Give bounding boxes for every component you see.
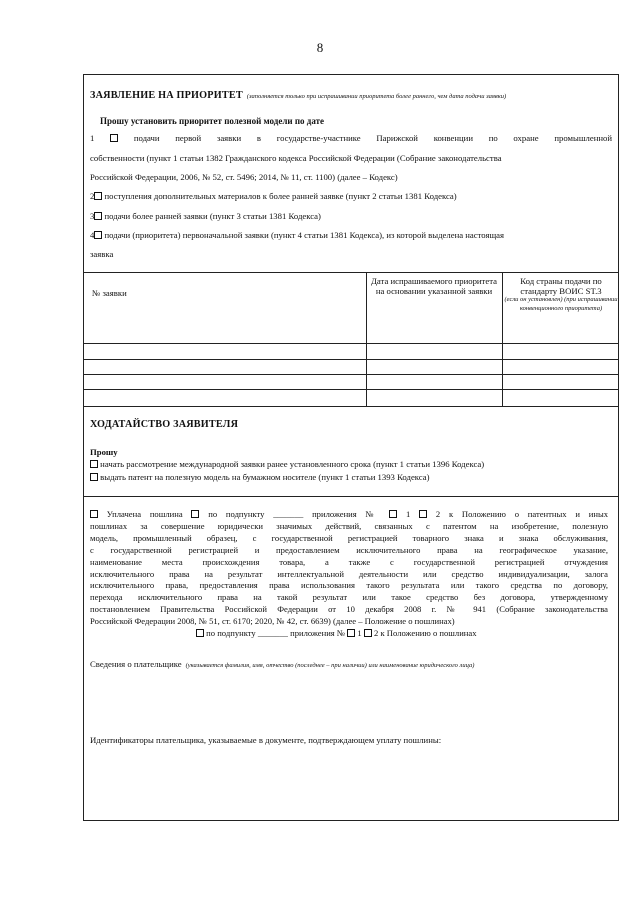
fee-paid-checkbox[interactable] bbox=[90, 510, 98, 518]
fee-annex-2-label: 2 к Положению о патентных и иных bbox=[435, 509, 609, 519]
option-4-number: 4 bbox=[90, 230, 95, 240]
petition-ask: Прошу bbox=[90, 447, 118, 457]
table-cell-date[interactable] bbox=[366, 374, 502, 389]
table-cell-number[interactable] bbox=[84, 343, 366, 359]
table-cell-country[interactable] bbox=[502, 389, 619, 406]
table-cell-country[interactable] bbox=[502, 343, 619, 359]
fee-line-2 bbox=[90, 628, 608, 640]
option-1-number: 1 bbox=[90, 133, 95, 143]
table-cell-date[interactable] bbox=[366, 389, 502, 406]
option-1-line-3: Российской Федерации, 2006, № 52, ст. 5496; 2014, № 11, ст. 1100) (далее – Кодекс) bbox=[90, 172, 398, 182]
priority-header bbox=[90, 85, 614, 103]
petition-item-2-text: выдать патент на полезную модель на бумажном носителе (пункт 1 статьи 1393 Кодекса) bbox=[100, 472, 430, 482]
priority-title: ЗАЯВЛЕНИЕ НА ПРИОРИТЕТ bbox=[90, 90, 243, 101]
payer-identifiers: Идентификаторы плательщика, указываемые в документе, подтверждающем уплату пошлины: bbox=[90, 735, 442, 745]
table-cell-country[interactable] bbox=[502, 359, 619, 374]
fee-annex-2-1-label: 1 bbox=[357, 628, 362, 639]
option-2-checkbox[interactable] bbox=[94, 192, 102, 200]
table-cell-date[interactable] bbox=[366, 359, 502, 374]
fee-annex-2-checkbox[interactable] bbox=[419, 510, 427, 518]
table-cell-country[interactable] bbox=[502, 374, 619, 389]
fee-subitem-checkbox[interactable] bbox=[191, 510, 199, 518]
priority-request: Прошу установить приоритет полезной модели по дате bbox=[100, 116, 324, 126]
fee-subitem-label: по подпункту _______ приложения № bbox=[208, 509, 381, 519]
option-2-number: 2 bbox=[90, 191, 95, 201]
option-4-line-2: заявка bbox=[90, 249, 114, 259]
option-3-text: подачи более ранней заявки (пункт 3 статьи 1381 Кодекса) bbox=[104, 211, 321, 221]
fee-text-line: постановлением Правительства Российской Федерации от 10 декабря 2008 г. № 941 (Собрание законодательства bbox=[90, 604, 608, 615]
table-cell-number[interactable] bbox=[84, 389, 366, 406]
fee-text-line: пошлинах за совершение юридически значимых действий, связанных с патентом на изобретение, полезную bbox=[90, 520, 608, 531]
fee-text-line: исключительного права, предоставления права использования такого результата или такого средства по договору, bbox=[90, 580, 608, 591]
priority-option-2 bbox=[90, 191, 457, 201]
table-cell-number[interactable] bbox=[84, 359, 366, 374]
priority-option-1 bbox=[90, 133, 612, 143]
country-code-label: Код страны подачи по стандарту ВОИС ST.3 bbox=[520, 276, 602, 296]
fee-paragraph bbox=[90, 509, 608, 640]
form-frame bbox=[83, 74, 619, 821]
fee-subitem-2-checkbox[interactable] bbox=[196, 629, 204, 637]
table-top-border bbox=[84, 272, 618, 273]
fee-text-line: исключительного права на результат интеллектуальной деятельности или средство индивидуализации, залога bbox=[90, 568, 608, 579]
fee-line-1 bbox=[90, 509, 608, 521]
table-cell-number[interactable] bbox=[84, 374, 366, 389]
payer-info-field[interactable] bbox=[90, 669, 612, 731]
option-1-text: подачи первой заявки в государстве-участнике Парижской конвенции по охране промышленной bbox=[133, 133, 613, 143]
petition-item-1-checkbox[interactable] bbox=[90, 460, 98, 468]
fee-section-top-border bbox=[84, 496, 618, 497]
petition-item-1-text: начать рассмотрение международной заявки ранее установленного срока (пункт 1 статьи 1396 Кодекса) bbox=[100, 459, 485, 469]
fee-text-line: модель, промышленный образец, с государственной регистрацией товарного знака и знака обслуживания, bbox=[90, 532, 608, 543]
fee-annex-2-1-checkbox[interactable] bbox=[347, 629, 355, 637]
table-header-country bbox=[504, 276, 618, 313]
petition-title: ХОДАТАЙСТВО ЗАЯВИТЕЛЯ bbox=[90, 419, 239, 430]
payer-label: Сведения о плательщике bbox=[90, 659, 182, 669]
fee-annex-2-2-checkbox[interactable] bbox=[364, 629, 372, 637]
option-2-text: поступления дополнительных материалов к более ранней заявке (пункт 2 статьи 1381 Кодекса) bbox=[104, 191, 457, 201]
option-3-number: 3 bbox=[90, 211, 95, 221]
payer-identifiers-field[interactable] bbox=[90, 747, 612, 813]
fee-annex-1-checkbox[interactable] bbox=[389, 510, 397, 518]
option-1-checkbox[interactable] bbox=[110, 134, 118, 142]
fee-annex-1-label: 1 bbox=[405, 509, 411, 519]
fee-paid-label: Уплачена пошлина bbox=[106, 509, 183, 519]
petition-item-2-checkbox[interactable] bbox=[90, 473, 98, 481]
table-header-number: № заявки bbox=[92, 288, 127, 298]
payer-note: (указывается фамилия, имя, отчество (последнее – при наличии) или наименование юридического лица) bbox=[185, 662, 475, 669]
petition-item-1 bbox=[90, 459, 484, 469]
table-bottom-border bbox=[84, 406, 618, 407]
priority-note: (заполняется только при испрашивании приоритета более раннего, чем дата подачи заявки) bbox=[246, 93, 507, 100]
fee-text-line: наименование места происхождения товара, а также с государственной регистрацией отчуждения bbox=[90, 556, 608, 567]
option-4-checkbox[interactable] bbox=[94, 231, 102, 239]
fee-subitem-2-label: по подпункту _______ приложения № bbox=[206, 628, 346, 639]
fee-annex-2-2-label: 2 к Положению о пошлинах bbox=[374, 628, 477, 639]
table-cell-date[interactable] bbox=[366, 343, 502, 359]
petition-item-2 bbox=[90, 472, 430, 482]
fee-text-line: перехода исключительного права на такой результат или такое средство без договора, утвержденному bbox=[90, 592, 608, 603]
option-1-line-2: собственности (пункт 1 статьи 1382 Гражданского кодекса Российской Федерации (Собрание законодательства bbox=[90, 153, 502, 163]
country-code-note: (если он установлен) (при испрашивании конвенционного приоритета) bbox=[504, 296, 618, 312]
fee-text-line: с государственной регистрацией и предоставлением исключительного права на географическое указание, bbox=[90, 544, 608, 555]
priority-option-4 bbox=[90, 230, 614, 240]
page-number: 8 bbox=[316, 40, 324, 55]
priority-option-3 bbox=[90, 211, 321, 221]
table-header-date: Дата испрашиваемого приоритета на основании указанной заявки bbox=[371, 276, 497, 296]
fee-text-last-line: Российской Федерации 2008, № 51, ст. 6170; 2020, № 42, ст. 6639) (далее – Положение о пошлинах) bbox=[90, 616, 455, 627]
option-3-checkbox[interactable] bbox=[94, 212, 102, 220]
option-4-text: подачи (приоритета) первоначальной заявки (пункт 4 статьи 1381 Кодекса), из которой выделена настоящая bbox=[104, 230, 505, 240]
